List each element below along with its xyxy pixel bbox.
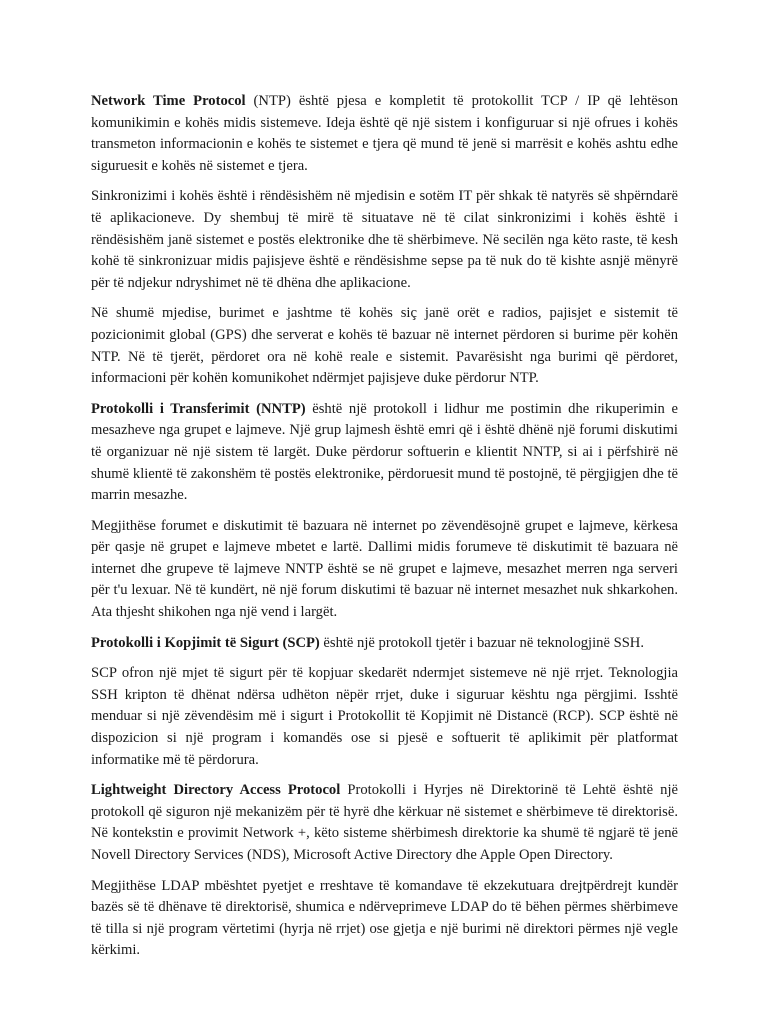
term-scp: Protokolli i Kopjimit të Sigurt (SCP): [91, 634, 320, 651]
term-ldap: Lightweight Directory Access Protocol: [91, 782, 341, 799]
paragraph-ldap-details: [91, 876, 678, 962]
paragraph-text: SCP ofron një mjet të sigurt për të kopjuar skedarët ndermjet sistemeve në një rrjet. Teknologjia SSH kripton të dhënat ndërsa udhëton nëpër rrjet, duke i siguruar kështu nga përgjimi. Isshtë menduar si një zëvendësim më i sigurt i Protokollit të Kopjimit në Distancë (RCP). SCP është në dispozicion si një program i komandës ose si pjesë e softuerit të aplikimit për platformat informatike më të përdorura.: [91, 665, 678, 768]
paragraph-scp-details: [91, 663, 678, 771]
term-nntp: Protokolli i Transferimit (NNTP): [91, 400, 306, 417]
paragraph-time-sources: [91, 303, 678, 389]
paragraph-text: është një protokoll tjetër i bazuar në teknologjinë SSH.: [319, 634, 644, 651]
paragraph-nntp-intro: [91, 399, 678, 507]
paragraph-text: Protokolli i Hyrjes në Direktorinë të Lehtë është një protokoll që siguron një mekanizëm për të hyrë dhe kërkuar në sistemet e shërbimeve të direktorisë. Në kontekstin e provimit Network +, këto sisteme shërbimesh direktorie ka shumë të ngjarë të jenë Novell Directory Services (NDS), Microsoft Active Directory dhe Apple Open Directory.: [91, 782, 679, 863]
paragraph-text: Sinkronizimi i kohës është i rëndësishëm në mjedisin e sotëm IT për shkak të natyrës së shpërndarë të aplikacioneve. Dy shembuj të mirë të situatave në të cilat sinkronizimi i kohës është i rëndësishëm janë sistemet e postës elektronike dhe të shërbimeve. Në secilën nga këto raste, të kesh kohë të sinkronizuar midis pajisjeve është e rëndësishme sepse pa të nuk do të kishte asnjë mënyrë për të ndjekur ndryshimet në të dhëna dhe aplikacione.: [91, 188, 678, 291]
paragraph-time-sync: [91, 186, 678, 294]
paragraph-text: Në shumë mjedise, burimet e jashtme të kohës siç janë orët e radios, pajisjet e sistemit të pozicionimit global (GPS) dhe serverat e kohës të bazuar në internet përdoren si burime për kohën NTP. Në të tjerët, përdoret ora në kohë reale e sistemit. Pavarësisht nga burimi që përdoret, informacioni për kohën komunikohet ndërmjet pajisjeve duke përdorur NTP.: [91, 305, 678, 387]
paragraph-text: Megjithëse forumet e diskutimit të bazuara në internet po zëvendësojnë grupet e lajmeve, kërkesa për qasje në grupet e lajmeve mbetet e lartë. Dallimi midis forumeve të diskutimit të bazuara në internet dhe grupeve të lajmeve NNTP është se në grupet e lajmeve, mesazhet merren nga serveri për t'u lexuar. Në të kundërt, në një forum diskutimi të bazuar në internet mesazhet nuk shkarkohen. Ata thjesht shikohen nga një vend i largët.: [91, 517, 678, 621]
paragraph-ldap-intro: [91, 780, 678, 866]
term-network-time-protocol: Network Time Protocol: [91, 93, 246, 109]
paragraph-scp-intro: [91, 633, 678, 655]
paragraph-text: Megjithëse LDAP mbështet pyetjet e rreshtave të komandave të ekzekutuara drejtpërdrejt kundër bazës së të dhënave të direktorisë, shumica e ndërveprimeve LDAP do të bëhen përmes shërbimeve të tilla si një program vërtetimi (hyrja në rrjet) ose gjetja e një burimi në direktori përmes një vegle kërkimi.: [91, 877, 678, 959]
paragraph-text: është një protokoll i lidhur me postimin dhe rikuperimin e mesazheve nga grupet e lajmeve. Një grup lajmesh është emri që i është dhënë një forumi diskutimi të organizuar në një sistem të largët. Duke përdorur softuerin e klientit NNTP, si ai i përfshirë në shumë klientë të zakonshëm të postës elektronike, përdoruesit mund të postojnë, të përgjigjen dhe të marrin mesazhe.: [91, 400, 678, 504]
paragraph-text: (NTP) është pjesa e kompletit të protokollit TCP / IP që lehtëson komunikimin e kohës midis sistemeve. Ideja është që një sistem i konfiguruar si një ofrues i kohës transmeton informacionin e kohës te sistemet e tjera që mund të jenë si marrësit e kohës ashtu edhe siguruesit e kohës në sistemet e tjera.: [91, 93, 678, 174]
paragraph-nntp-forums: [91, 516, 678, 624]
paragraph-ntp-intro: [91, 91, 678, 177]
document-body: [91, 91, 678, 971]
